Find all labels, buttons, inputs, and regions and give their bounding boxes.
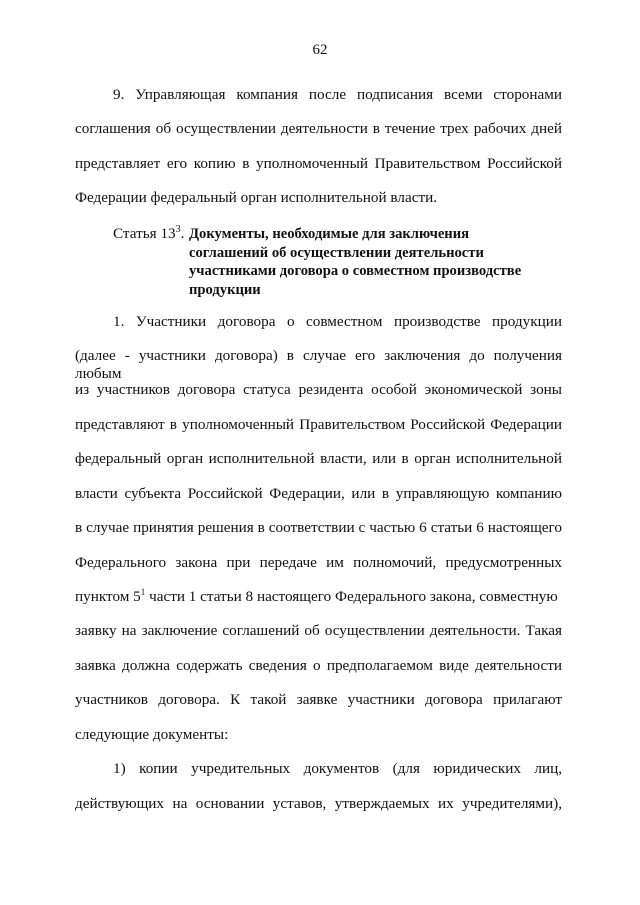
article-label: Статья $13^3$. [113,223,185,242]
article-title-line: продукции [189,281,261,298]
page-number: 62 [312,42,328,58]
paragraph-line: Федерации федеральный орган исполнительной власти. [75,189,438,206]
paragraph-line: пунктом $5^1$ части 1 статьи 8 настоящего Федерального закона, совместную [75,586,558,605]
paragraph-line: (далее - участники договора) в случае его заключения до получения любым [75,347,562,382]
paragraph-line: федеральный орган исполнительной власти, или в орган исполнительной [75,450,562,467]
list-item-line: 1) копии учредительных документов (для юридических лиц, [113,760,562,777]
paragraph-line: участников договора. К такой заявке участники договора прилагают [75,691,562,708]
article-title [189,225,569,299]
paragraph-line: заявку на заключение соглашений об осуществлении деятельности. Такая [75,622,562,639]
paragraph-line: 9. Управляющая компания после подписания всеми сторонами [113,86,562,103]
paragraph-line: следующие документы: [75,726,229,743]
paragraph-line: представляет его копию в уполномоченный Правительством Российской [75,155,562,172]
article-title-line: Документы, необходимые для заключения [189,226,470,242]
paragraph-line: власти субъекта Российской Федерации, или в управляющую компанию [75,485,562,502]
article-title-line: участниками договора о совместном производстве [189,263,522,279]
paragraph-line: соглашения об осуществлении деятельности в течение трех рабочих дней [75,120,562,137]
paragraph-line: из участников договора статуса резидента особой экономической зоны [75,381,562,398]
paragraph-line: представляют в уполномоченный Правительством Российской Федерации [75,416,562,433]
paragraph-line: Федерального закона при передаче им полномочий, предусмотренных [75,554,562,571]
article-title-line: соглашений об осуществлении деятельности [189,244,484,261]
paragraph-line: 1. Участники договора о совместном производстве продукции [113,313,562,330]
paragraph-line: в случае принятия решения в соответствии с частью 6 статьи 6 настоящего [75,519,562,536]
list-item-line: действующих на основании уставов, утверждаемых их учредителями), [75,795,562,812]
paragraph-line: заявка должна содержать сведения о предполагаемом виде деятельности [75,657,562,674]
